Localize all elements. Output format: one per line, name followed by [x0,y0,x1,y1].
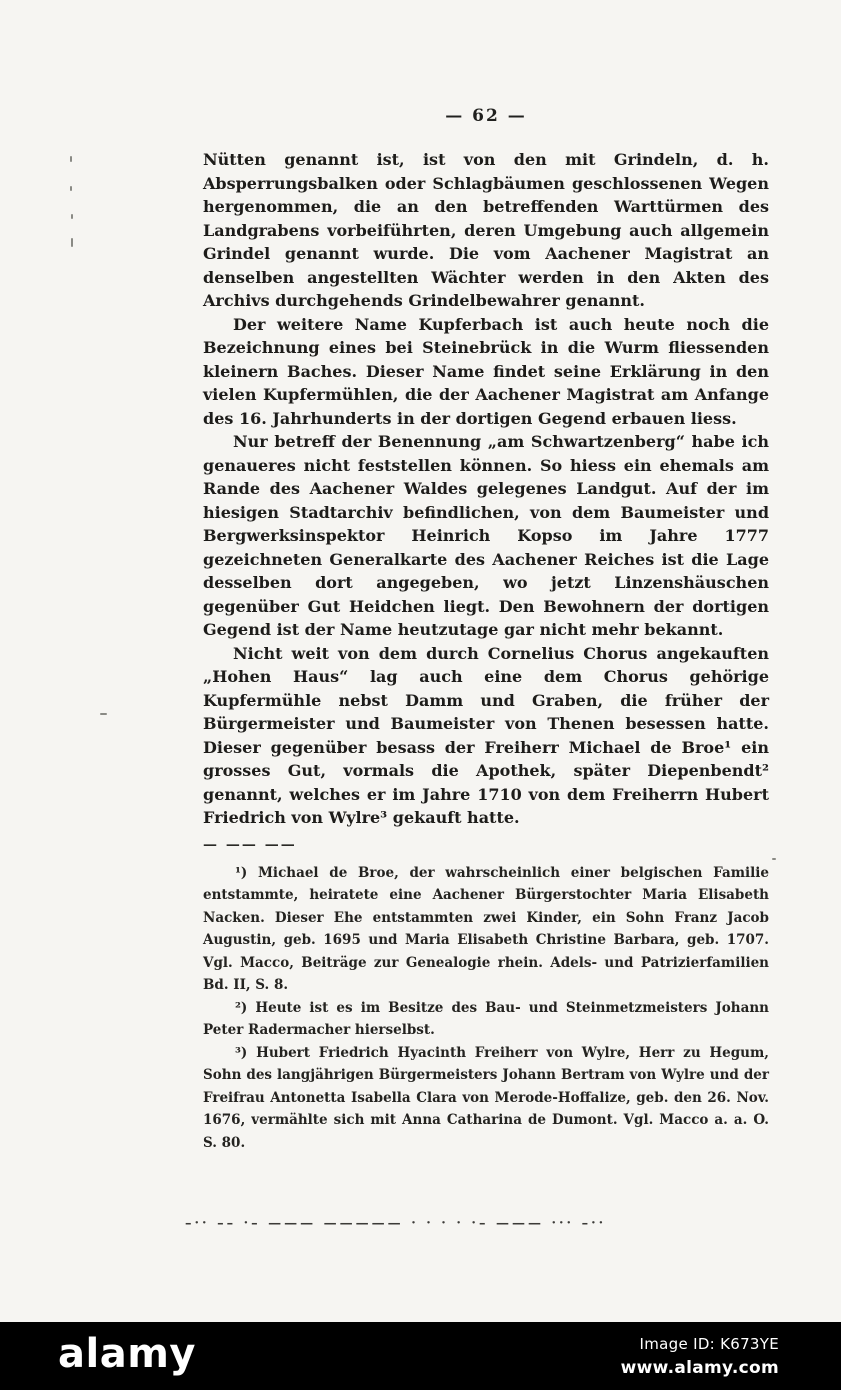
footnote: ³) Hubert Friedrich Hyacinth Freiherr von Wylre, Herr zu Hegum, Sohn des langjährigen Bürgermeisters Johann Bertram von Wylre und der Freifrau Antonetta Isabella Clara von Merode-Hoffalize, geb. den 26. Nov. 1676, vermählte sich mit Anna Catharina de Dumont. Vgl. Macco a. a. O. S. 80. [203,1044,769,1151]
scan-artifact [70,186,72,191]
image-id-label: Image ID: K673YE [639,1334,779,1353]
page-number: — 62 — [445,106,527,126]
scan-artifact [100,713,107,715]
scan-artifact [71,214,73,219]
watermark-url: www.alamy.com [620,1357,779,1378]
body-paragraph: Nicht weit von dem durch Cornelius Chorus angekauften „Hohen Haus“ lag auch eine dem Chorus gehörige Kupfermühle nebst Damm und Graben, die früher der Bürgermeister und Baumeister von Thenen besessen hatte. Dieser gegenüber besass der Freiherr Michael de Broe¹ ein grosses Gut, vormals die Apothek, später Diepenbendt² genannt, welches er im Jahre 1710 von dem Freiherrn Hubert Friedrich von Wylre³ gekauft hatte. [203,643,769,827]
footnote: ²) Heute ist es im Besitze des Bau- und Steinmetzmeisters Johann Peter Radermacher hierselbst. [203,999,769,1038]
body-paragraph: Nur betreff der Benennung „am Schwartzenberg“ habe ich genaueres nicht feststellen können. So hiess ein ehemals am Rande des Aachener Waldes gelegenes Landgut. Auf der im hiesigen Stadtarchiv befindlichen, von dem Baumeister und Bergwerksinspektor Heinrich Kopso im Jahre 1777 gezeichneten Generalkarte des Aachener Reiches ist die Lage desselben dort angegeben, wo jetzt Linzenshäuschen gegenüber Gut Heidchen liegt. Den Bewohnern der dortigen Gegend ist der Name heutzutage gar nicht mehr bekannt. [203,432,769,639]
body-paragraph: Der weitere Name Kupferbach ist auch heute noch die Bezeichnung eines bei Steinebrück in die Wurm fliessenden kleinern Baches. Dieser Name findet seine Erklärung in den vielen Kupfermühlen, die der Aachener Magistrat am Anfange des 16. Jahrhunderts in der dortigen Gegend erbauen liess. [203,314,769,428]
text-column [203,148,769,1154]
scan-artifact [70,156,72,162]
scan-artifact [772,858,776,860]
footnote-separator: — —— —— [203,836,297,853]
footnote: ¹) Michael de Broe, der wahrscheinlich einer belgischen Familie entstammte, heiratete eine Aachener Bürgerstochter Maria Elisabeth Nacken. Dieser Ehe entstammten zwei Kinder, ein Sohn Franz Jacob Augustin, geb. 1695 und Maria Elisabeth Christine Barbara, geb. 1707. Vgl. Macco, Beiträge zur Genealogie rhein. Adels- und Patrizierfamilien Bd. II, S. 8. [203,864,769,993]
alamy-logo: alamy [58,1331,196,1377]
watermark-info [621,1335,779,1378]
scan-artifact-line: –·· –– ·– ——— ————— · · · · ·– ——— ··· –·· [185,1216,607,1231]
scan-artifact [71,238,73,247]
watermark-bar [0,1322,841,1390]
body-paragraph: Nütten genannt ist, ist von den mit Grindeln, d. h. Absperrungsbalken oder Schlagbäumen geschlossenen Wegen hergenommen, die an den betreffenden Warttürmen des Landgrabens vorbeiführten, deren Umgebung auch allgemein Grindel genannt wurde. Die vom Aachener Magistrat an denselben angestellten Wächter werden in den Akten des Archivs durchgehends Grindelbewahrer genannt. [203,150,769,310]
